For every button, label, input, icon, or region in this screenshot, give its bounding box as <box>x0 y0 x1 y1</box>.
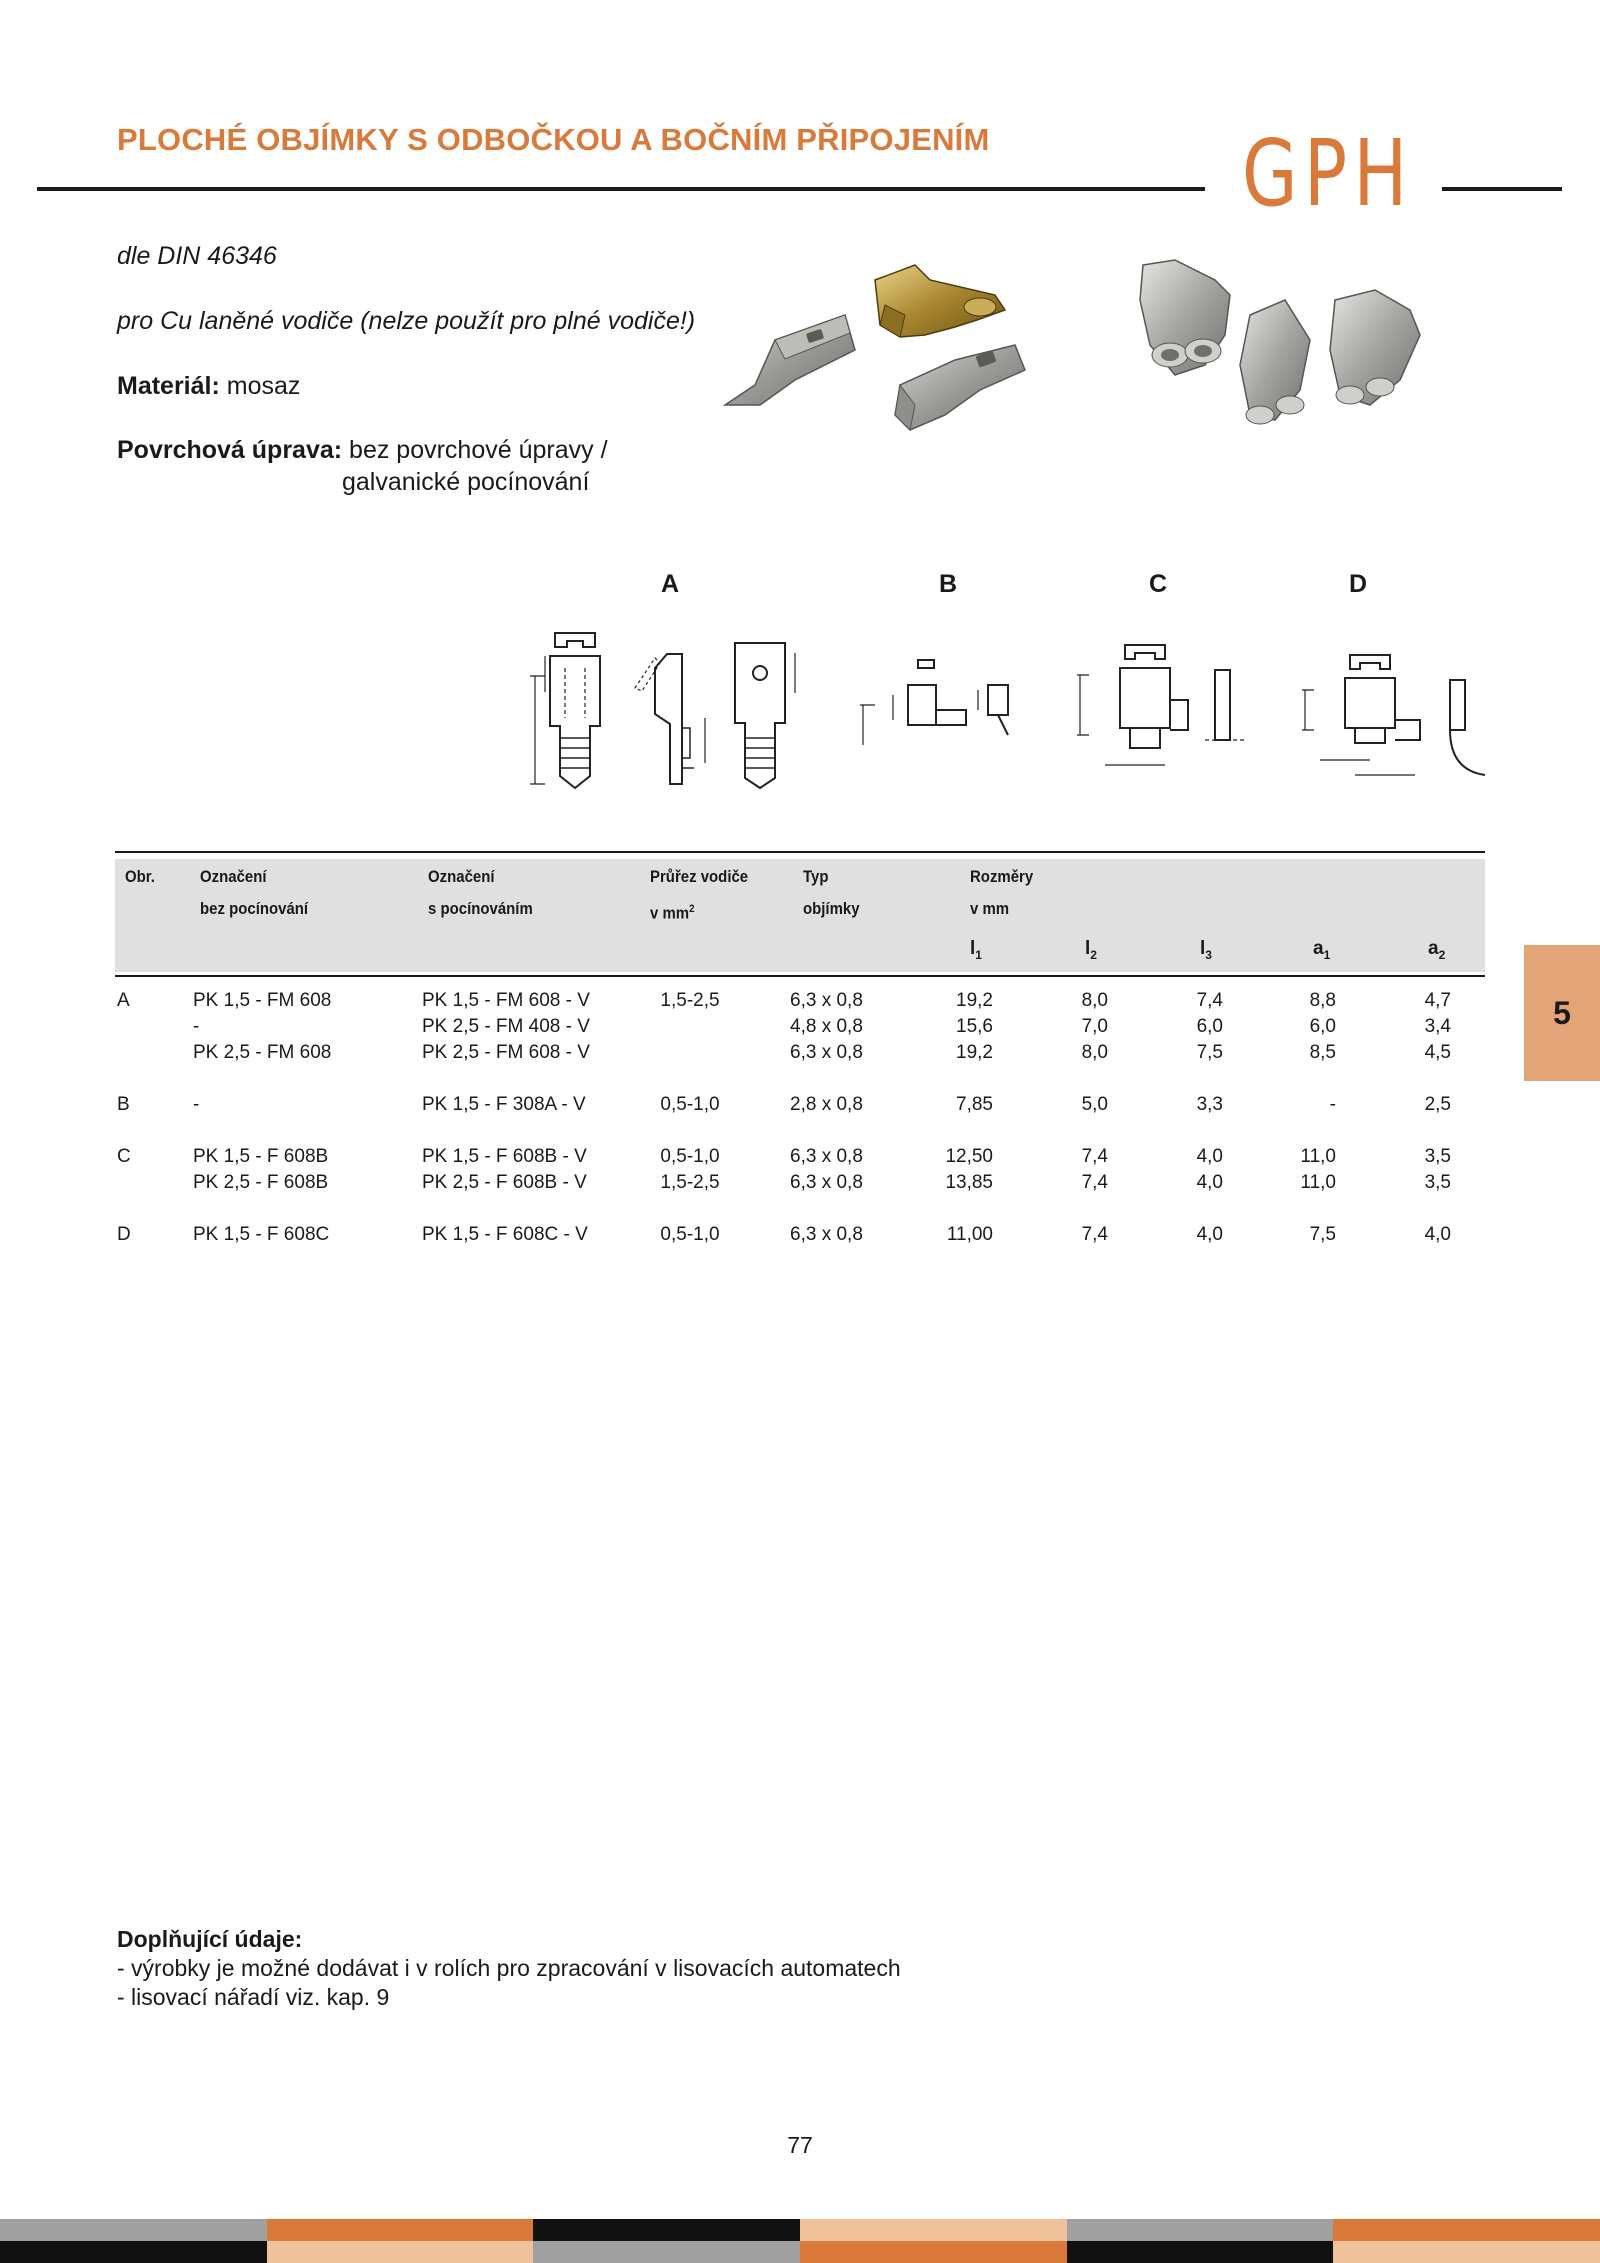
material-label: Materiál: <box>117 372 220 400</box>
header-dim-a1: $a_1$ <box>1313 938 1331 962</box>
figure-label-d: D <box>1349 570 1368 598</box>
cell-typ: 4,8 x 0,8 <box>790 1016 863 1037</box>
footer-stripe-segment <box>0 2219 267 2241</box>
cell-prurez: 0,5-1,0 <box>660 1146 720 1167</box>
cell-a1: 7,5 <box>1309 1224 1336 1245</box>
cell-l2: 7,4 <box>1081 1172 1108 1193</box>
cell-l3: 7,5 <box>1196 1042 1223 1063</box>
header-oznaceni-bez-1: Označení <box>200 867 267 886</box>
cell-l3: 7,4 <box>1196 990 1223 1011</box>
cell-l3: 6,0 <box>1196 1016 1223 1037</box>
cell-l1: 7,85 <box>956 1094 993 1115</box>
figure-label-b: B <box>939 570 958 598</box>
cell-a2: 3,5 <box>1424 1146 1451 1167</box>
chapter-tab[interactable]: 5 <box>1524 945 1600 1081</box>
footer-stripe-segment <box>267 2219 534 2241</box>
cell-a1: 11,0 <box>1300 1146 1336 1167</box>
notes-line-1: - výrobky je možné dodávat i v rolích pro zpracování v lisovacích automatech <box>117 1955 901 1981</box>
technical-drawing-b <box>858 655 1038 765</box>
header-rozmery-1: Rozměry <box>970 867 1034 886</box>
cell-a1: 8,5 <box>1309 1042 1336 1063</box>
footer-stripe-segment <box>267 2241 534 2263</box>
row-figure-ref: B <box>117 1094 130 1115</box>
header-oznaceni-s-2: s pocínováním <box>428 899 533 918</box>
cell-l3: 4,0 <box>1196 1146 1223 1167</box>
cell-bez: PK 2,5 - FM 608 <box>193 1042 332 1063</box>
usage-note: pro Cu laněné vodiče (nelze použít pro plné vodiče!) <box>117 307 696 335</box>
brand-logo: GPH <box>1242 120 1414 227</box>
cell-a2: 4,0 <box>1424 1224 1451 1245</box>
footer-stripe-segment <box>800 2241 1067 2263</box>
surface-value-1: bez povrchové úpravy / <box>349 436 608 464</box>
page-title: PLOCHÉ OBJÍMKY S ODBOČKOU A BOČNÍM PŘIPOJENÍM <box>117 122 990 157</box>
technical-drawing-a <box>505 628 815 803</box>
cell-l2: 7,4 <box>1081 1224 1108 1245</box>
cell-a1: 11,0 <box>1300 1172 1336 1193</box>
cell-typ: 6,3 x 0,8 <box>790 1042 863 1063</box>
cell-prurez: 0,5-1,0 <box>660 1224 720 1245</box>
figure-label-c: C <box>1149 570 1168 598</box>
cell-a2: 4,7 <box>1424 990 1451 1011</box>
surface-label: Povrchová úprava: <box>117 436 343 464</box>
page-number: 77 <box>787 2132 813 2158</box>
cell-l1: 19,2 <box>956 990 993 1011</box>
cell-prurez: 1,5-2,5 <box>660 990 720 1011</box>
cell-l2: 8,0 <box>1081 1042 1108 1063</box>
footer-stripe-segment <box>800 2219 1067 2241</box>
header-typ-1: Typ <box>803 867 829 886</box>
cell-l3: 4,0 <box>1196 1224 1223 1245</box>
technical-drawing-c <box>1075 640 1255 790</box>
cell-bez: PK 1,5 - F 608C <box>193 1224 330 1245</box>
header-typ-2: objímky <box>803 899 860 918</box>
cell-a1: - <box>1329 1094 1336 1115</box>
cell-s: PK 2,5 - F 608B - V <box>422 1172 587 1193</box>
cell-l1: 11,00 <box>946 1224 993 1245</box>
cell-typ: 6,3 x 0,8 <box>790 990 863 1011</box>
row-figure-ref: D <box>117 1224 131 1245</box>
footer-stripe-segment <box>1333 2241 1600 2263</box>
cell-a1: 8,8 <box>1309 990 1336 1011</box>
notes <box>117 1925 901 2012</box>
header-rule-right <box>1442 187 1562 191</box>
cell-l2: 8,0 <box>1081 990 1108 1011</box>
cell-a2: 3,4 <box>1424 1016 1451 1037</box>
footer-stripe-segment <box>533 2219 800 2241</box>
cell-bez: - <box>193 1094 200 1115</box>
cell-bez: PK 1,5 - F 608B <box>193 1146 329 1167</box>
footer-stripe-segment <box>0 2241 267 2263</box>
cell-a2: 4,5 <box>1424 1042 1451 1063</box>
cell-prurez: 0,5-1,0 <box>660 1094 720 1115</box>
cell-typ: 6,3 x 0,8 <box>790 1172 863 1193</box>
header-rule-left <box>37 187 1205 191</box>
header-oznaceni-s-1: Označení <box>428 867 495 886</box>
footer-stripe-segment <box>533 2241 800 2263</box>
cell-a2: 3,5 <box>1424 1172 1451 1193</box>
cell-bez: - <box>193 1016 200 1037</box>
cell-prurez: 1,5-2,5 <box>660 1172 720 1193</box>
header-prurez-1: Průřez vodiče <box>650 867 749 886</box>
cell-s: PK 2,5 - FM 608 - V <box>422 1042 590 1063</box>
surface-value-2: galvanické pocínování <box>342 468 590 496</box>
header-dim-l2: $l_2$ <box>1085 938 1097 962</box>
cell-l1: 13,85 <box>945 1172 993 1193</box>
cell-typ: 6,3 x 0,8 <box>790 1146 863 1167</box>
cell-l3: 4,0 <box>1196 1172 1223 1193</box>
notes-title: Doplňující údaje: <box>117 1926 303 1952</box>
header-prurez-2: v $mm^2$ <box>650 903 695 923</box>
notes-line-2: - lisovací nářadí viz. kap. 9 <box>117 1984 390 2010</box>
header-oznaceni-bez-2: bez pocínování <box>200 899 309 918</box>
row-figure-ref: A <box>117 990 130 1011</box>
cell-s: PK 1,5 - F 608B - V <box>422 1146 587 1167</box>
cell-s: PK 2,5 - FM 408 - V <box>422 1016 590 1037</box>
table-top-rule <box>115 851 1485 853</box>
cell-s: PK 1,5 - F 308A - V <box>422 1094 586 1115</box>
technical-drawing-d <box>1300 650 1490 800</box>
table-header <box>115 859 1485 972</box>
row-figure-ref: C <box>117 1146 131 1167</box>
material-value: mosaz <box>226 372 301 400</box>
header-dim-a2: $a_2$ <box>1428 938 1446 962</box>
footer-stripe-segment <box>1067 2241 1334 2263</box>
cell-s: PK 1,5 - F 608C - V <box>422 1224 588 1245</box>
figure-label-a: A <box>661 570 680 598</box>
cell-bez: PK 2,5 - F 608B <box>193 1172 329 1193</box>
footer-stripe-segment <box>1067 2219 1334 2241</box>
cell-bez: PK 1,5 - FM 608 <box>193 990 332 1011</box>
cell-l2: 7,4 <box>1081 1146 1108 1167</box>
product-photo-left <box>715 255 1045 455</box>
cell-a1: 6,0 <box>1309 1016 1336 1037</box>
cell-typ: 2,8 x 0,8 <box>790 1094 863 1115</box>
header-rozmery-2: v mm <box>970 899 1010 918</box>
cell-l3: 3,3 <box>1196 1094 1223 1115</box>
table-header-rule <box>115 975 1485 977</box>
cell-l1: 15,6 <box>956 1016 993 1037</box>
cell-l1: 12,50 <box>945 1146 993 1167</box>
header-dim-l3: $l_3$ <box>1200 938 1212 962</box>
cell-l1: 19,2 <box>956 1042 993 1063</box>
cell-s: PK 1,5 - FM 608 - V <box>422 990 590 1011</box>
cell-l2: 7,0 <box>1081 1016 1108 1037</box>
cell-typ: 6,3 x 0,8 <box>790 1224 863 1245</box>
footer-stripe-segment <box>1333 2219 1600 2241</box>
cell-a2: 2,5 <box>1424 1094 1451 1115</box>
header-dim-l1: $l_1$ <box>970 938 982 962</box>
header-obr: Obr. <box>125 867 155 886</box>
material-line <box>117 372 300 401</box>
product-photo-right <box>1135 255 1465 455</box>
standard-note: dle DIN 46346 <box>117 242 277 270</box>
cell-l2: 5,0 <box>1081 1094 1108 1115</box>
surface-line <box>117 436 608 465</box>
